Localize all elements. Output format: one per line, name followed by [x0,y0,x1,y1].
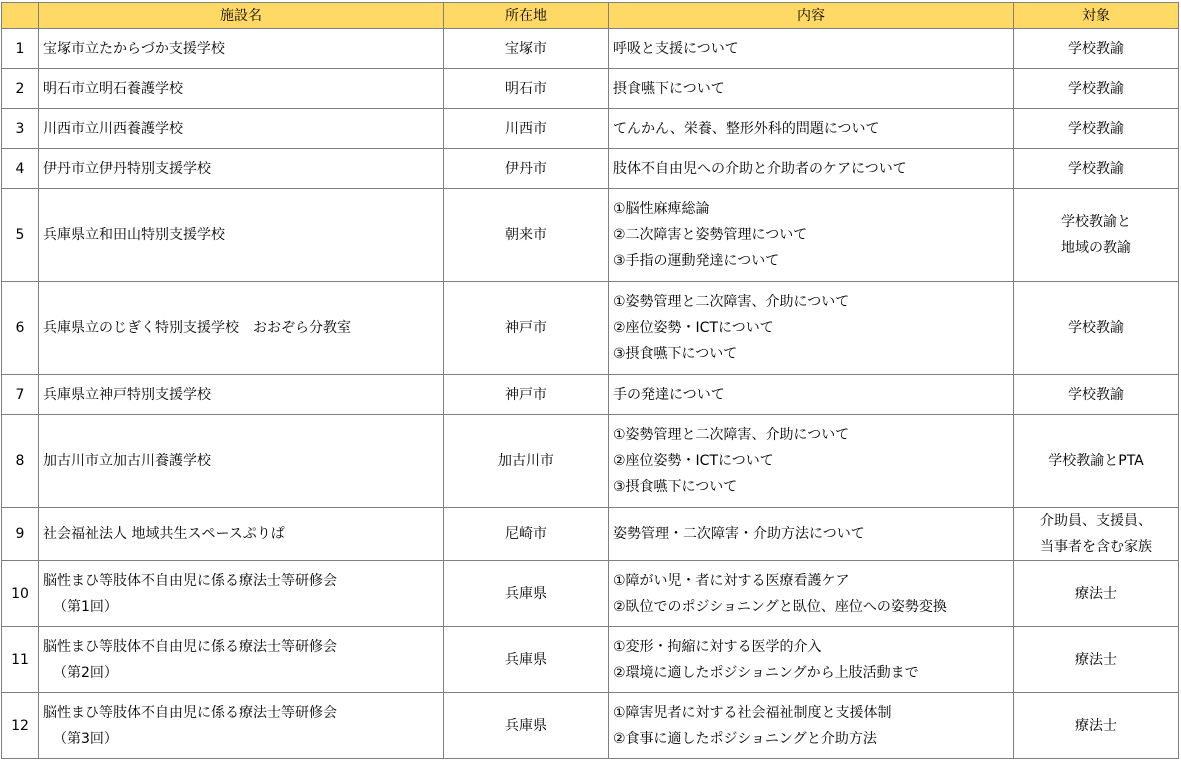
facility-name [39,109,444,149]
facility-name-line: （第3回） [53,730,118,747]
target-audience-line: 療法士 [1075,717,1117,734]
table-row [2,149,1179,189]
target-audience [1014,627,1179,693]
target-audience-line: 学校教諭とPTA [1048,453,1144,469]
target-audience [1014,149,1179,189]
content [609,282,1014,375]
table-row [2,693,1179,759]
content-line: ③摂食嚥下について [613,479,738,495]
target-audience-line: 学校教諭 [1068,40,1124,57]
content [609,415,1014,508]
target-audience [1014,561,1179,627]
location: 兵庫県 [444,693,609,759]
target-audience-line: 学校教諭と [1061,214,1131,230]
facility-name [39,29,444,69]
content-line: ③摂食嚥下について [613,346,738,362]
content-line: ①障害児者に対する社会福祉制度と支援体制 [613,704,892,721]
table-header [2,3,1179,29]
facility-name-line: 兵庫県立神戸特別支援学校 [43,386,211,403]
content-line: てんかん、栄養、整形外科的問題について [613,120,880,137]
header-location: 所在地 [444,3,609,29]
facility-name-line: 宝塚市立たからづか支援学校 [43,40,225,57]
content-line: ②食事に適したポジショニングと介助方法 [613,730,877,747]
content-line: ①姿勢管理と二次障害、介助について [613,427,850,443]
facility-name [39,627,444,693]
facility-name-line: 社会福祉法人 地域共生スペースぷりぱ [43,526,285,542]
target-audience [1014,508,1179,561]
location: 宝塚市 [444,29,609,69]
table-row [2,375,1179,415]
content-line: 肢体不自由児への介助と介助者のケアについて [613,160,907,177]
content [609,627,1014,693]
content [609,189,1014,282]
row-number: 2 [2,69,39,109]
facility-name-line: 脳性まひ等肢体不自由児に係る療法士等研修会 [43,704,337,721]
table-row [2,282,1179,375]
row-number: 11 [2,627,39,693]
facility-name-line: （第2回） [53,664,118,681]
content [609,561,1014,627]
facility-name-line: 脳性まひ等肢体不自由児に係る療法士等研修会 [43,638,337,655]
content-line: ①姿勢管理と二次障害、介助について [613,294,850,310]
facility-name [39,508,444,561]
content [609,375,1014,415]
facility-name [39,282,444,375]
facility-name [39,561,444,627]
header-num [2,3,39,29]
content-line: ③手指の運動発達について [613,253,780,269]
facility-name [39,69,444,109]
facility-name-line: 兵庫県立和田山特別支援学校 [43,227,225,243]
target-audience-line: 学校教諭 [1068,120,1124,137]
target-audience-line: 地域の教諭 [1061,240,1131,256]
location: 川西市 [444,109,609,149]
facility-name [39,149,444,189]
content-line: ②座位姿勢・ICTについて [613,453,774,469]
content-line: ①障がい児・者に対する医療看護ケア [613,572,850,589]
facility-name [39,189,444,282]
content-line: 摂食嚥下について [613,80,725,97]
target-audience [1014,189,1179,282]
content-line: ①変形・拘縮に対する医学的介入 [613,638,822,655]
content-line: ②座位姿勢・ICTについて [613,320,774,336]
table-row [2,415,1179,508]
target-audience-line: 学校教諭 [1068,80,1124,97]
location: 加古川市 [444,415,609,508]
facility-name [39,375,444,415]
content [609,508,1014,561]
content-line: 姿勢管理・二次障害・介助方法について [613,526,865,542]
facility-name-line: 加古川市立加古川養護学校 [43,453,211,469]
target-audience-line: 学校教諭 [1068,160,1124,177]
target-audience [1014,109,1179,149]
content-line: ②二次障害と姿勢管理について [613,227,808,243]
table-row [2,561,1179,627]
header-content: 内容 [609,3,1014,29]
target-audience [1014,415,1179,508]
row-number: 12 [2,693,39,759]
target-audience [1014,693,1179,759]
row-number: 5 [2,189,39,282]
target-audience [1014,375,1179,415]
content-line: 呼吸と支援について [613,40,739,57]
target-audience [1014,282,1179,375]
location: 兵庫県 [444,561,609,627]
content [609,109,1014,149]
facility-name-line: 脳性まひ等肢体不自由児に係る療法士等研修会 [43,572,337,589]
facility-name-line: 兵庫県立のじぎく特別支援学校 おおぞら分教室 [43,320,351,336]
location: 神戸市 [444,375,609,415]
content [609,693,1014,759]
content-line: ②臥位でのポジショニングと臥位、座位への姿勢変換 [613,598,947,615]
facility-name-line: （第1回） [53,598,118,615]
row-number: 8 [2,415,39,508]
row-number: 1 [2,29,39,69]
location: 伊丹市 [444,149,609,189]
facility-name-line: 川西市立川西養護学校 [43,120,183,137]
target-audience [1014,69,1179,109]
row-number: 6 [2,282,39,375]
training-schedule-table [1,2,1179,759]
row-number: 7 [2,375,39,415]
location: 明石市 [444,69,609,109]
header-facility: 施設名 [39,3,444,29]
table-row [2,508,1179,561]
header-target: 対象 [1014,3,1179,29]
table-row [2,627,1179,693]
table-row [2,109,1179,149]
target-audience-line: 療法士 [1075,585,1117,602]
location: 兵庫県 [444,627,609,693]
content-line: ②環境に適したポジショニングから上肢活動まで [613,664,919,681]
facility-name [39,415,444,508]
content-line: 手の発達について [613,386,725,403]
location: 朝来市 [444,189,609,282]
table-row [2,29,1179,69]
target-audience-line: 介助員、支援員、 [1040,513,1152,529]
content [609,149,1014,189]
target-audience-line: 当事者を含む家族 [1040,539,1152,555]
table-row [2,69,1179,109]
content [609,69,1014,109]
target-audience-line: 療法士 [1075,651,1117,668]
content-line: ①脳性麻痺総論 [613,201,710,217]
location: 尼崎市 [444,508,609,561]
content [609,29,1014,69]
target-audience-line: 学校教諭 [1068,386,1124,403]
table-row [2,189,1179,282]
facility-name-line: 明石市立明石養護学校 [43,80,183,97]
target-audience [1014,29,1179,69]
row-number: 10 [2,561,39,627]
row-number: 4 [2,149,39,189]
facility-name [39,693,444,759]
row-number: 9 [2,508,39,561]
location: 神戸市 [444,282,609,375]
target-audience-line: 学校教諭 [1068,320,1124,336]
row-number: 3 [2,109,39,149]
table-body [2,29,1179,759]
facility-name-line: 伊丹市立伊丹特別支援学校 [43,160,211,177]
